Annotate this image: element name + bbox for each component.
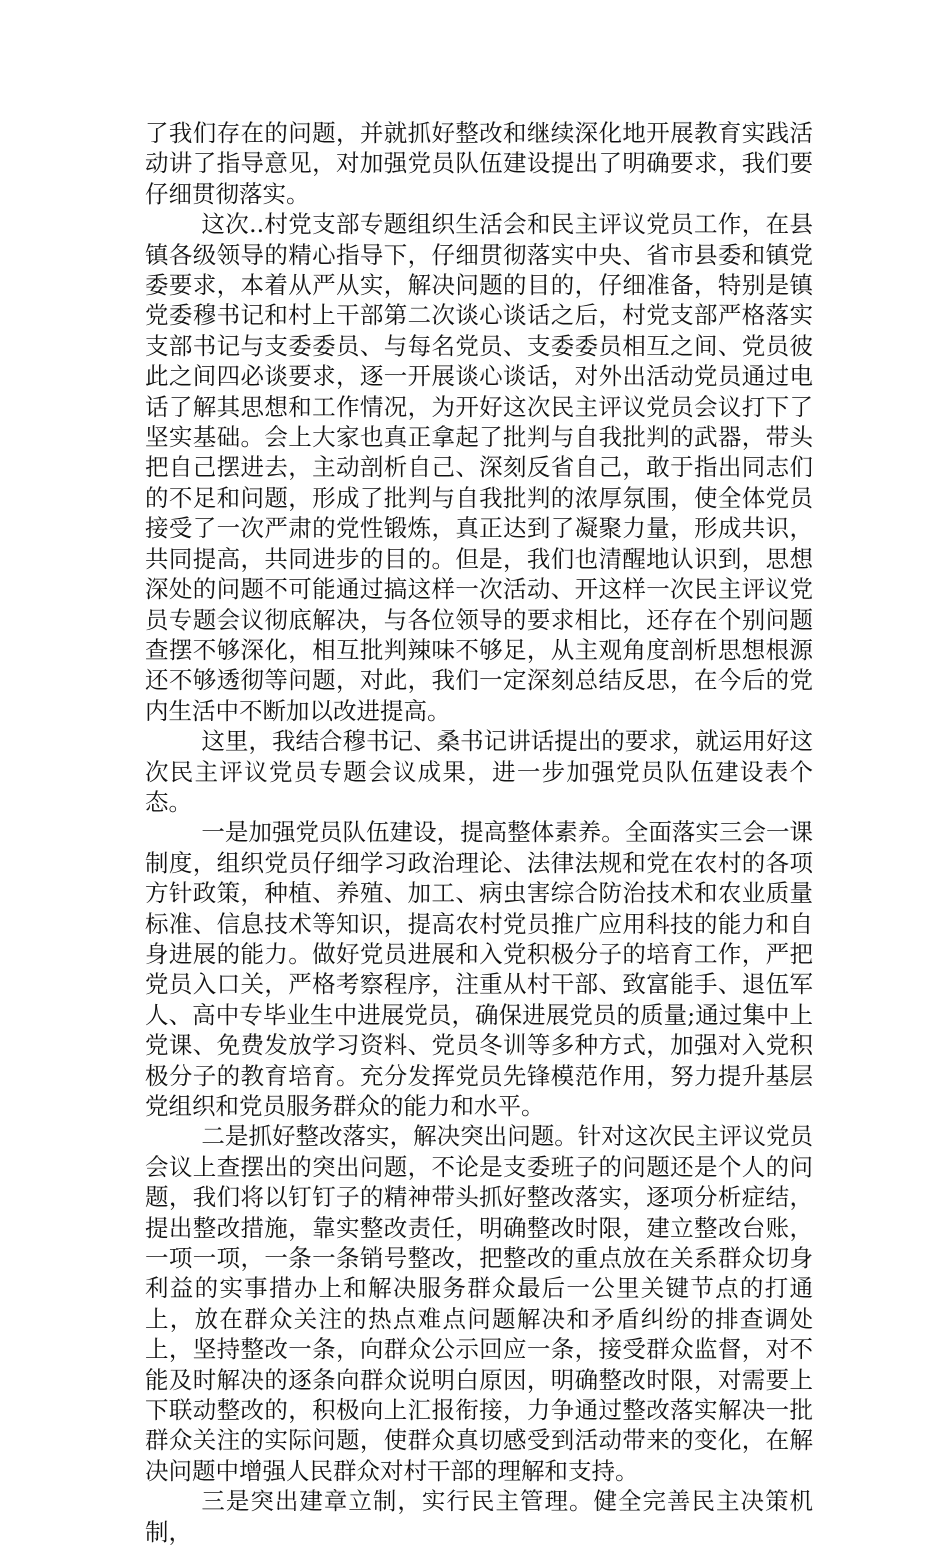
paragraph-point-two: 二是抓好整改落实，解决突出问题。针对这次民主评议党员会议上查摆出的突出问题，不论是支委班子的问题还是个人的问题，我们将以钉钉子的精神带头抓好整改落实，逐项分析症结，提出整改措施，靠实整改责任，明确整改时限，建立整改台账，一项一项，一条一条销号整改，把整改的重点放在关系群众切身利益的实事措办上和解决服务群众最后一公里关键节点的打通上，放在群众关注的热点难点问题解决和矛盾纠纷的排查调处上，坚持整改一条，向群众公示回应一条，接受群众监督，对不能及时解决的逐条向群众说明白原因，明确整改时限，对需要上下联动整改的，积极向上汇报衔接，力争通过整改落实解决一批群众关注的实际问题，使群众真切感受到活动带来的变化，在解决问题中增强人民群众对村干部的理解和支持。 (145, 1122, 813, 1485)
paragraph-statement-intro: 这里，我结合穆书记、桑书记讲话提出的要求，就运用好这次民主评议党员专题会议成果，进一步加强党员队伍建设表个态。 (145, 727, 813, 816)
paragraph-continuation: 了我们存在的问题，并就抓好整改和继续深化地开展教育实践活动讲了指导意见，对加强党员队伍建设提出了明确要求，我们要仔细贯彻落实。 (145, 119, 813, 208)
paragraph-meeting-summary: 这次..村党支部专题组织生活会和民主评议党员工作，在县镇各级领导的精心指导下，仔细贯彻落实中央、省市县委和镇党委要求，本着从严从实，解决问题的目的，仔细准备，特别是镇党委穆书记和村上干部第二次谈心谈话之后，村党支部严格落实支部书记与支委委员、与每名党员、支委委员相互之间、党员彼此之间四必谈要求，逐一开展谈心谈话，对外出活动党员通过电话了解其思想和工作情况，为开好这次民主评议党员会议打下了坚实基础。会上大家也真正拿起了批判与自我批判的武器，带头把自己摆进去，主动剖析自己、深刻反省自己，敢于指出同志们的不足和问题，形成了批判与自我批判的浓厚氛围，使全体党员接受了一次严肃的党性锻炼，真正达到了凝聚力量，形成共识，共同提高，共同进步的目的。但是，我们也清醒地认识到，思想深处的问题不可能通过搞这样一次活动、开这样一次民主评议党员专题会议彻底解决，与各位领导的要求相比，还存在个别问题查摆不够深化，相互批判辣味不够足，从主观角度剖析思想根源还不够透彻等问题，对此，我们一定深刻总结反思，在今后的党内生活中不断加以改进提高。 (145, 210, 813, 725)
document-body (145, 118, 813, 1547)
paragraph-point-one: 一是加强党员队伍建设，提高整体素养。全面落实三会一课制度，组织党员仔细学习政治理论、法律法规和党在农村的各项方针政策，种植、养殖、加工、病虫害综合防治技术和农业质量标准、信息技术等知识，提高农村党员推广应用科技的能力和自身进展的能力。做好党员进展和入党积极分子的培育工作，严把党员入口关，严格考察程序，注重从村干部、致富能手、退伍军人、高中专毕业生中进展党员，确保进展党员的质量;通过集中上党课、免费发放学习资料、党员冬训等多种方式，加强对入党积极分子的教育培育。充分发挥党员先锋模范作用，努力提升基层党组织和党员服务群众的能力和水平。 (145, 818, 813, 1120)
paragraph-point-three: 三是突出建章立制，实行民主管理。健全完善民主决策机制， (145, 1487, 813, 1546)
